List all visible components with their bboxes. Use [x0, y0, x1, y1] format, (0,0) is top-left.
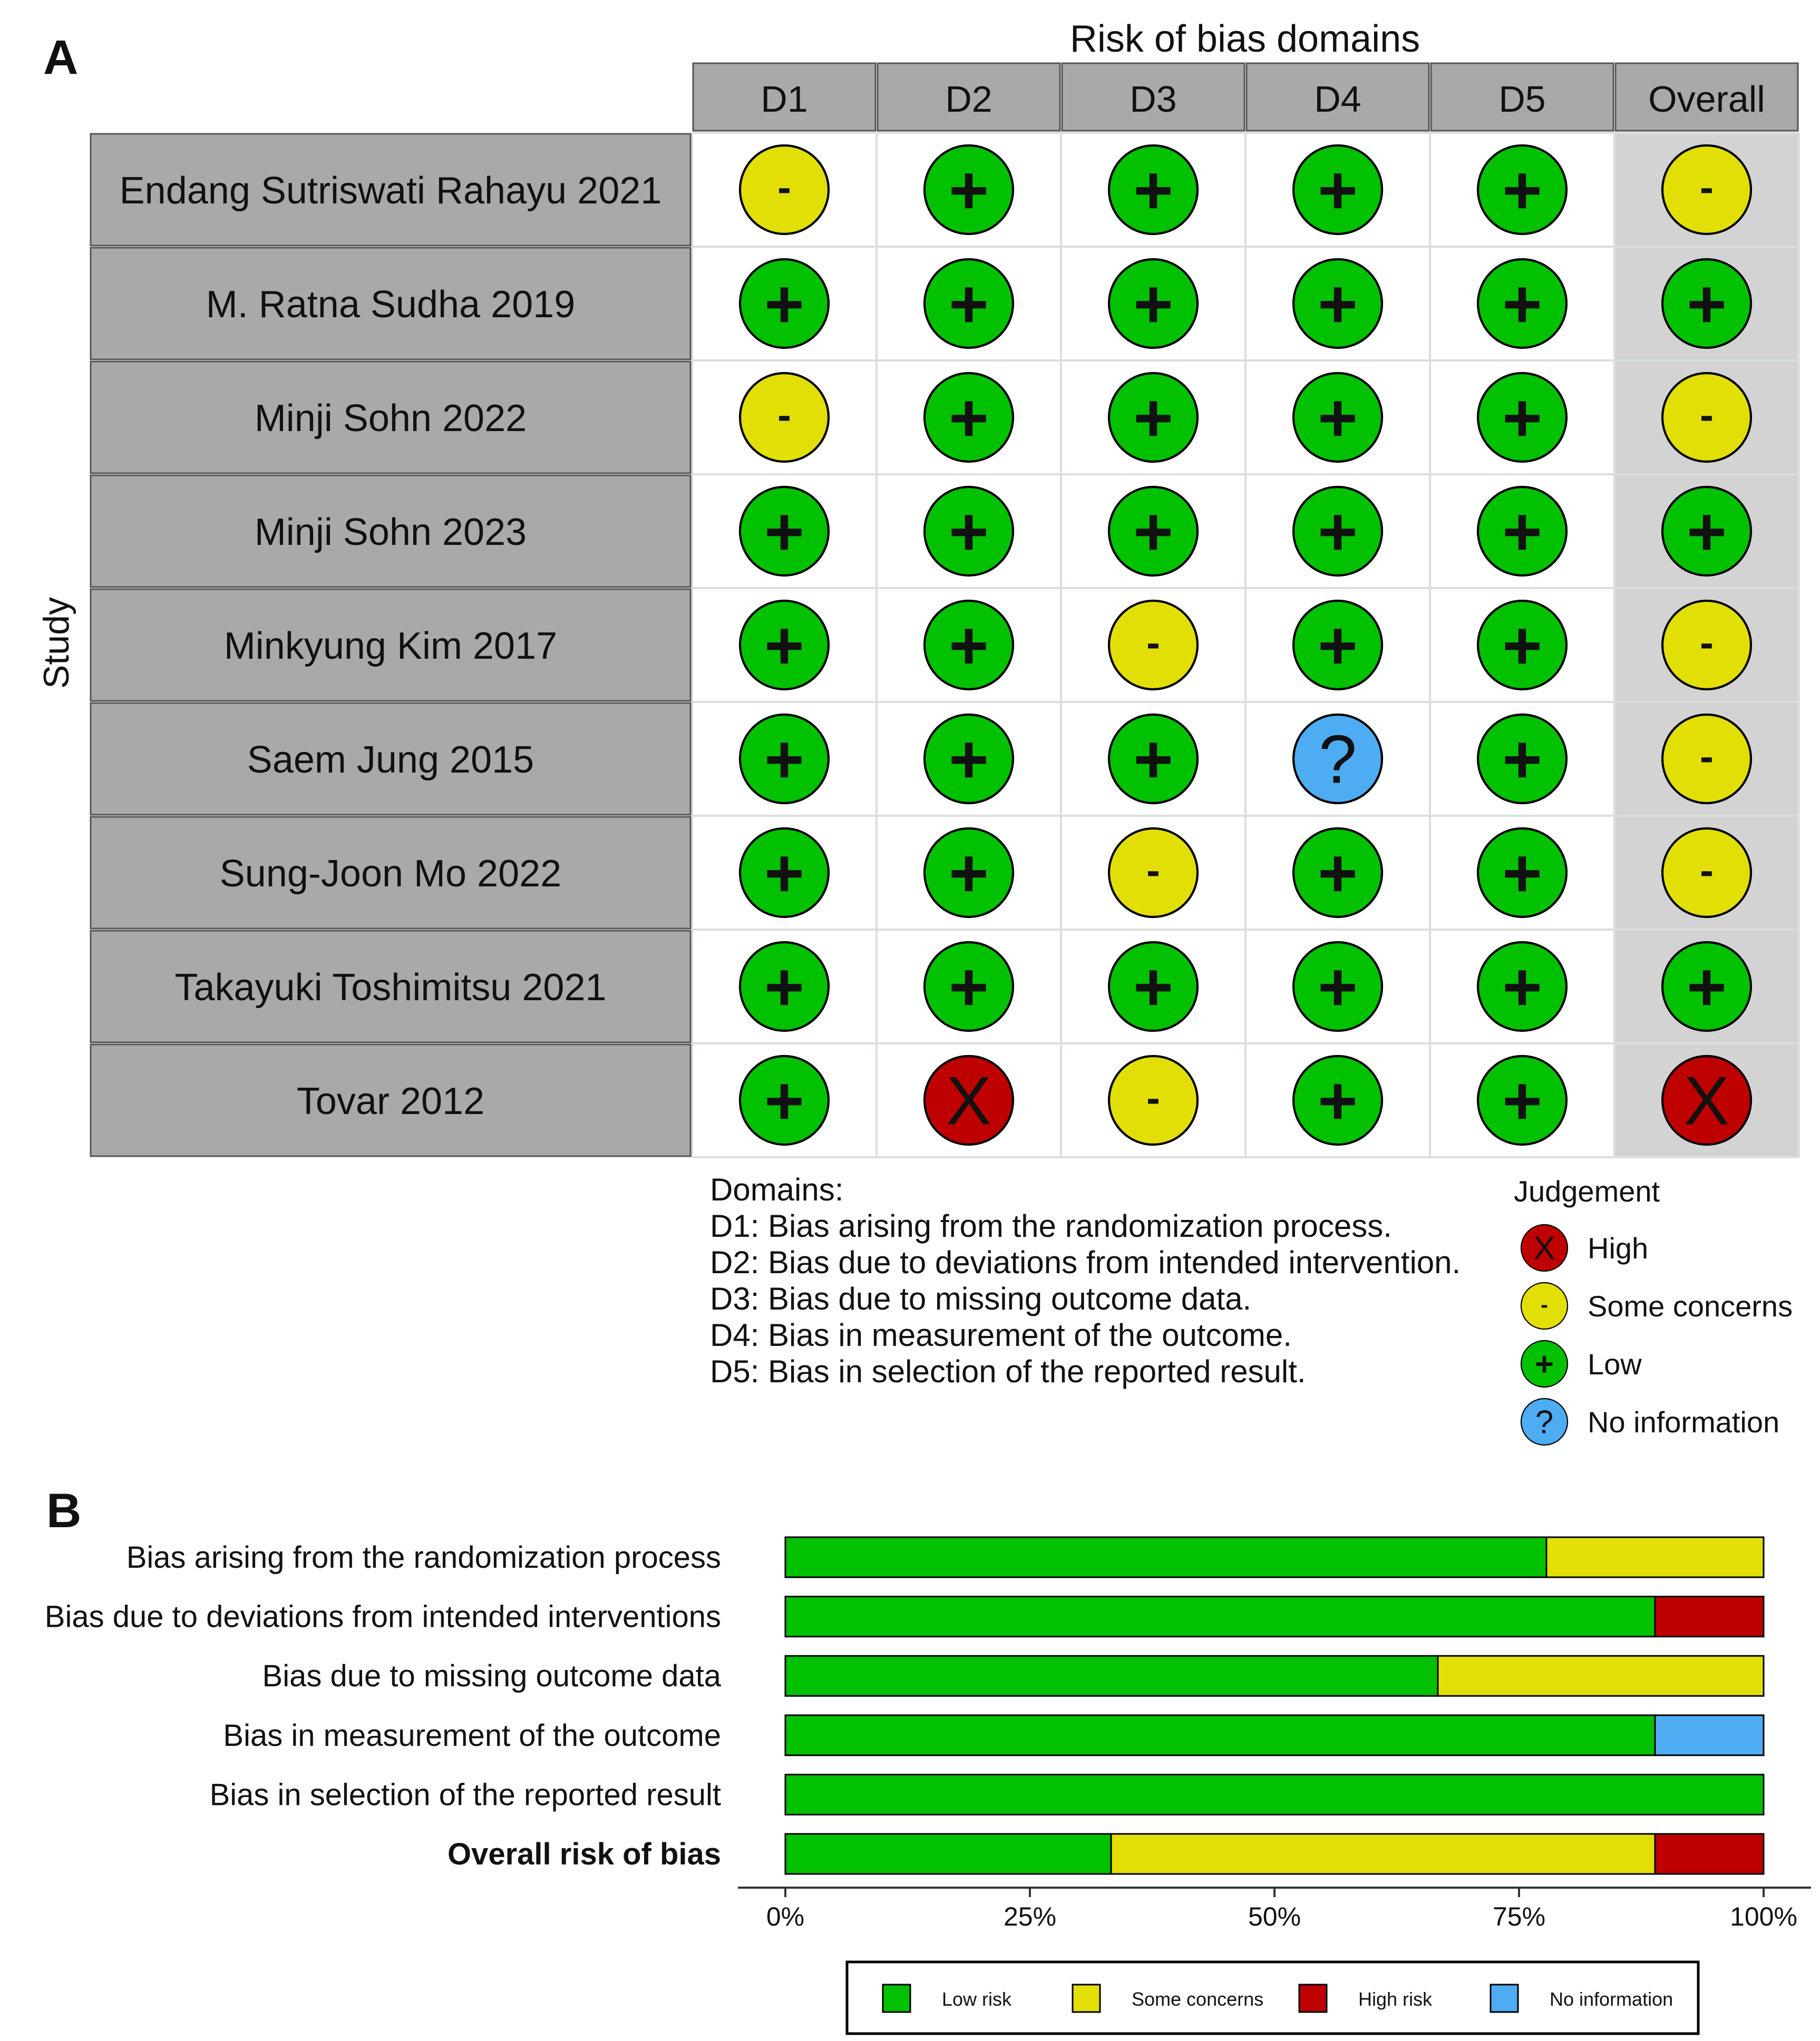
x-tick-label: 25% [1003, 1902, 1057, 1931]
judgement-sung-joon-mo-2022-d4 [1293, 828, 1382, 917]
column-header-label-d1: D1 [761, 79, 808, 120]
judgement-tovar-2012-d1 [740, 1056, 829, 1145]
judgement-saem-jung-2015-d2 [924, 715, 1013, 803]
judgement-minji-sohn-2022-d1 [740, 373, 829, 462]
judgement-minji-sohn-2023-overall [1662, 487, 1751, 575]
x-tick-label: 100% [1730, 1902, 1797, 1931]
judgement-saem-jung-2015-d1 [740, 715, 829, 803]
low-judgement-symbol: + [1133, 151, 1173, 229]
some-judgement-symbol: - [1700, 391, 1714, 438]
low-judgement-symbol: + [1687, 265, 1727, 343]
low-judgement-symbol: + [1318, 834, 1358, 912]
low-judgement-symbol: + [949, 151, 989, 229]
low-judgement-symbol: + [1133, 493, 1173, 570]
some-judgement-symbol: - [1700, 733, 1714, 779]
low-judgement-symbol: + [1502, 834, 1542, 912]
judgement-endang-sutriswati-rahayu-2021-d1 [740, 145, 829, 234]
low-judgement-symbol: + [1318, 1062, 1358, 1139]
judgement-takayuki-toshimitsu-2021-d5 [1478, 942, 1566, 1031]
x-tick-label: 75% [1492, 1902, 1546, 1931]
summary-category-label: Overall risk of bias [447, 1837, 721, 1871]
low-judgement-symbol: + [1133, 720, 1173, 798]
judgement-sung-joon-mo-2022-d2 [924, 828, 1013, 917]
study-label: Takayuki Toshimitsu 2021 [174, 966, 607, 1009]
low-judgement-symbol: + [1133, 948, 1173, 1026]
summary-x-axis [738, 1888, 1811, 1931]
summary-legend-label-some: Some concerns [1132, 1988, 1264, 2010]
study-label: Minkyung Kim 2017 [223, 625, 558, 667]
legend-symbol-some [1521, 1283, 1568, 1329]
judgement-minkyung-kim-2017-d1 [740, 601, 829, 689]
low-judgement-symbol: + [949, 379, 989, 456]
low-judgement-symbol: + [1318, 493, 1358, 570]
some-judgement-symbol: - [1146, 846, 1160, 893]
judgement-takayuki-toshimitsu-2021-d3 [1109, 942, 1198, 1031]
judgement-minji-sohn-2023-d2 [924, 487, 1013, 575]
judgement-tovar-2012-overall [1662, 1056, 1751, 1145]
judgement-endang-sutriswati-rahayu-2021-d2 [924, 145, 1013, 234]
judgement-m-ratna-sudha-2019-d5 [1478, 259, 1566, 348]
low-judgement-symbol: + [949, 834, 989, 912]
summary-bars [785, 1537, 1764, 1874]
column-header-label-overall: Overall [1648, 79, 1765, 120]
noinfo-judgement-symbol: ? [1535, 1404, 1554, 1441]
bar-segment-some [1546, 1537, 1764, 1577]
judgement-minkyung-kim-2017-d5 [1478, 601, 1566, 689]
domain-description-d5: D5: Bias in selection of the reported result. [710, 1354, 1306, 1389]
bar-segment-noinfo [1655, 1715, 1764, 1755]
low-judgement-symbol: + [949, 948, 989, 1026]
judgement-saem-jung-2015-d3 [1109, 715, 1198, 803]
x-tick-label: 0% [766, 1902, 805, 1931]
panel-b-label: B [46, 1484, 82, 1538]
study-label: Endang Sutriswati Rahayu 2021 [119, 170, 662, 212]
low-judgement-symbol: + [949, 720, 989, 798]
legend-symbol-high [1521, 1225, 1568, 1271]
low-judgement-symbol: + [1687, 493, 1727, 570]
low-judgement-symbol: + [764, 720, 804, 798]
low-judgement-symbol: + [1502, 151, 1542, 229]
summary-legend-label-noinfo: No information [1550, 1988, 1673, 2010]
low-judgement-symbol: + [1502, 607, 1542, 684]
judgement-minkyung-kim-2017-d4 [1293, 601, 1382, 689]
judgement-sung-joon-mo-2022-overall [1662, 828, 1751, 917]
traffic-light-title: Risk of bias domains [1069, 18, 1420, 60]
summary-category-labels [45, 1540, 722, 1871]
judgement-minji-sohn-2022-d3 [1109, 373, 1198, 462]
judgement-endang-sutriswati-rahayu-2021-d3 [1109, 145, 1198, 234]
low-judgement-symbol: + [1318, 379, 1358, 456]
low-judgement-symbol: + [1133, 265, 1173, 343]
judgement-saem-jung-2015-d5 [1478, 715, 1566, 803]
judgement-sung-joon-mo-2022-d1 [740, 828, 829, 917]
domains-title: Domains: [710, 1172, 844, 1207]
judgement-legend [1521, 1225, 1793, 1445]
some-judgement-symbol: - [1700, 163, 1714, 210]
some-judgement-symbol: - [1700, 619, 1714, 666]
bar-segment-some [1111, 1834, 1655, 1874]
study-label: Saem Jung 2015 [247, 739, 534, 781]
legend-label-noinfo: No information [1588, 1405, 1780, 1439]
low-judgement-symbol: + [1133, 379, 1173, 456]
high-judgement-symbol: X [946, 1062, 992, 1139]
column-header-label-d5: D5 [1498, 79, 1546, 120]
panel-a-label: A [43, 31, 79, 84]
summary-legend-label-high: High risk [1358, 1988, 1433, 2010]
judgement-legend-title: Judgement [1514, 1175, 1660, 1208]
legend-label-high: High [1588, 1232, 1649, 1265]
summary-legend-label-low: Low risk [942, 1988, 1012, 2010]
low-judgement-symbol: + [1318, 607, 1358, 684]
high-judgement-symbol: X [1683, 1062, 1730, 1139]
study-label: Sung-Joon Mo 2022 [219, 853, 562, 895]
summary-legend-swatch-high [1299, 1985, 1327, 2012]
high-judgement-symbol: X [1533, 1230, 1555, 1267]
bar-segment-low [785, 1774, 1764, 1814]
judgement-tovar-2012-d3 [1109, 1056, 1198, 1145]
low-judgement-symbol: + [949, 607, 989, 684]
judgement-sung-joon-mo-2022-d3 [1109, 828, 1198, 917]
judgement-m-ratna-sudha-2019-d2 [924, 259, 1013, 348]
low-judgement-symbol: + [1502, 1062, 1542, 1139]
judgement-minji-sohn-2022-overall [1662, 373, 1751, 462]
study-label: M. Ratna Sudha 2019 [206, 284, 576, 326]
low-judgement-symbol: + [1502, 379, 1542, 456]
judgement-minji-sohn-2022-d5 [1478, 373, 1566, 462]
summary-category-label: Bias arising from the randomization process [126, 1540, 721, 1575]
judgement-takayuki-toshimitsu-2021-d4 [1293, 942, 1382, 1031]
low-judgement-symbol: + [764, 607, 804, 684]
judgement-minji-sohn-2022-d2 [924, 373, 1013, 462]
bar-segment-high [1655, 1597, 1764, 1637]
summary-category-label: Bias in measurement of the outcome [223, 1718, 721, 1753]
study-label: Tovar 2012 [296, 1080, 485, 1122]
summary-category-label: Bias due to missing outcome data [262, 1659, 721, 1694]
study-axis-label: Study [36, 597, 76, 689]
some-judgement-symbol: - [777, 391, 791, 438]
summary-category-label: Bias in selection of the reported result [209, 1778, 721, 1812]
some-judgement-symbol: - [1146, 619, 1160, 666]
summary-legend-swatch-noinfo [1491, 1985, 1518, 2012]
some-judgement-symbol: - [1541, 1292, 1548, 1317]
some-judgement-symbol: - [1146, 1074, 1160, 1121]
judgement-minji-sohn-2023-d4 [1293, 487, 1382, 575]
judgement-minji-sohn-2023-d3 [1109, 487, 1198, 575]
judgement-endang-sutriswati-rahayu-2021-d4 [1293, 145, 1382, 234]
domain-description-d4: D4: Bias in measurement of the outcome. [710, 1317, 1292, 1353]
noinfo-judgement-symbol: ? [1318, 720, 1357, 798]
low-judgement-symbol: + [764, 493, 804, 570]
legend-symbol-noinfo [1521, 1399, 1568, 1445]
judgement-saem-jung-2015-overall [1662, 715, 1751, 803]
bar-segment-low [785, 1656, 1438, 1696]
low-judgement-symbol: + [1318, 265, 1358, 343]
low-judgement-symbol: + [1502, 265, 1542, 343]
judgement-m-ratna-sudha-2019-d1 [740, 259, 829, 348]
judgement-endang-sutriswati-rahayu-2021-overall [1662, 145, 1751, 234]
low-judgement-symbol: + [949, 265, 989, 343]
domain-description-d1: D1: Bias arising from the randomization process. [710, 1208, 1392, 1244]
low-judgement-symbol: + [764, 948, 804, 1026]
judgement-minji-sohn-2023-d5 [1478, 487, 1566, 575]
study-label: Minji Sohn 2022 [254, 397, 527, 440]
summary-legend-swatch-low [883, 1985, 910, 2012]
legend-label-some: Some concerns [1588, 1290, 1793, 1323]
summary-legend [847, 1962, 1698, 2034]
judgement-tovar-2012-d2 [924, 1056, 1013, 1145]
summary-category-label: Bias due to deviations from intended interventions [44, 1599, 721, 1634]
judgement-minkyung-kim-2017-d3 [1109, 601, 1198, 689]
domains-description [710, 1172, 1461, 1389]
domain-description-d2: D2: Bias due to deviations from intended intervention. [710, 1245, 1461, 1280]
low-judgement-symbol: + [949, 493, 989, 570]
bar-segment-some [1438, 1656, 1764, 1696]
judgement-minji-sohn-2022-d4 [1293, 373, 1382, 462]
judgement-minji-sohn-2023-d1 [740, 487, 829, 575]
judgement-saem-jung-2015-d4 [1293, 715, 1382, 803]
low-judgement-symbol: + [764, 265, 804, 343]
low-judgement-symbol: + [1687, 948, 1727, 1026]
low-judgement-symbol: + [764, 1062, 804, 1139]
judgement-endang-sutriswati-rahayu-2021-d5 [1478, 145, 1566, 234]
legend-label-low: Low [1588, 1347, 1642, 1381]
low-judgement-symbol: + [1502, 493, 1542, 570]
judgement-minkyung-kim-2017-overall [1662, 601, 1751, 689]
judgement-takayuki-toshimitsu-2021-d2 [924, 942, 1013, 1031]
judgement-minkyung-kim-2017-d2 [924, 601, 1013, 689]
bar-segment-low [785, 1597, 1655, 1637]
low-judgement-symbol: + [1502, 720, 1542, 798]
judgement-m-ratna-sudha-2019-d4 [1293, 259, 1382, 348]
low-judgement-symbol: + [764, 834, 804, 912]
judgement-m-ratna-sudha-2019-overall [1662, 259, 1751, 348]
column-header-label-d2: D2 [945, 79, 992, 120]
domain-description-d3: D3: Bias due to missing outcome data. [710, 1281, 1252, 1316]
judgement-tovar-2012-d5 [1478, 1056, 1566, 1145]
low-judgement-symbol: + [1502, 948, 1542, 1026]
low-judgement-symbol: + [1318, 948, 1358, 1026]
judgement-tovar-2012-d4 [1293, 1056, 1382, 1145]
low-judgement-symbol: + [1534, 1346, 1554, 1383]
judgement-sung-joon-mo-2022-d5 [1478, 828, 1566, 917]
column-header-label-d4: D4 [1314, 79, 1361, 120]
legend-symbol-low [1521, 1341, 1568, 1387]
some-judgement-symbol: - [1700, 846, 1714, 893]
judgement-takayuki-toshimitsu-2021-overall [1662, 942, 1751, 1031]
bar-segment-low [785, 1834, 1111, 1874]
bar-segment-high [1655, 1834, 1764, 1874]
bar-segment-low [785, 1537, 1546, 1577]
study-label: Minji Sohn 2023 [254, 511, 527, 553]
x-tick-label: 50% [1248, 1902, 1301, 1931]
some-judgement-symbol: - [777, 163, 791, 210]
summary-legend-swatch-some [1073, 1985, 1100, 2012]
low-judgement-symbol: + [1318, 151, 1358, 229]
judgement-takayuki-toshimitsu-2021-d1 [740, 942, 829, 1031]
column-header-label-d3: D3 [1130, 79, 1177, 120]
judgement-m-ratna-sudha-2019-d3 [1109, 259, 1198, 348]
bar-segment-low [785, 1715, 1655, 1755]
